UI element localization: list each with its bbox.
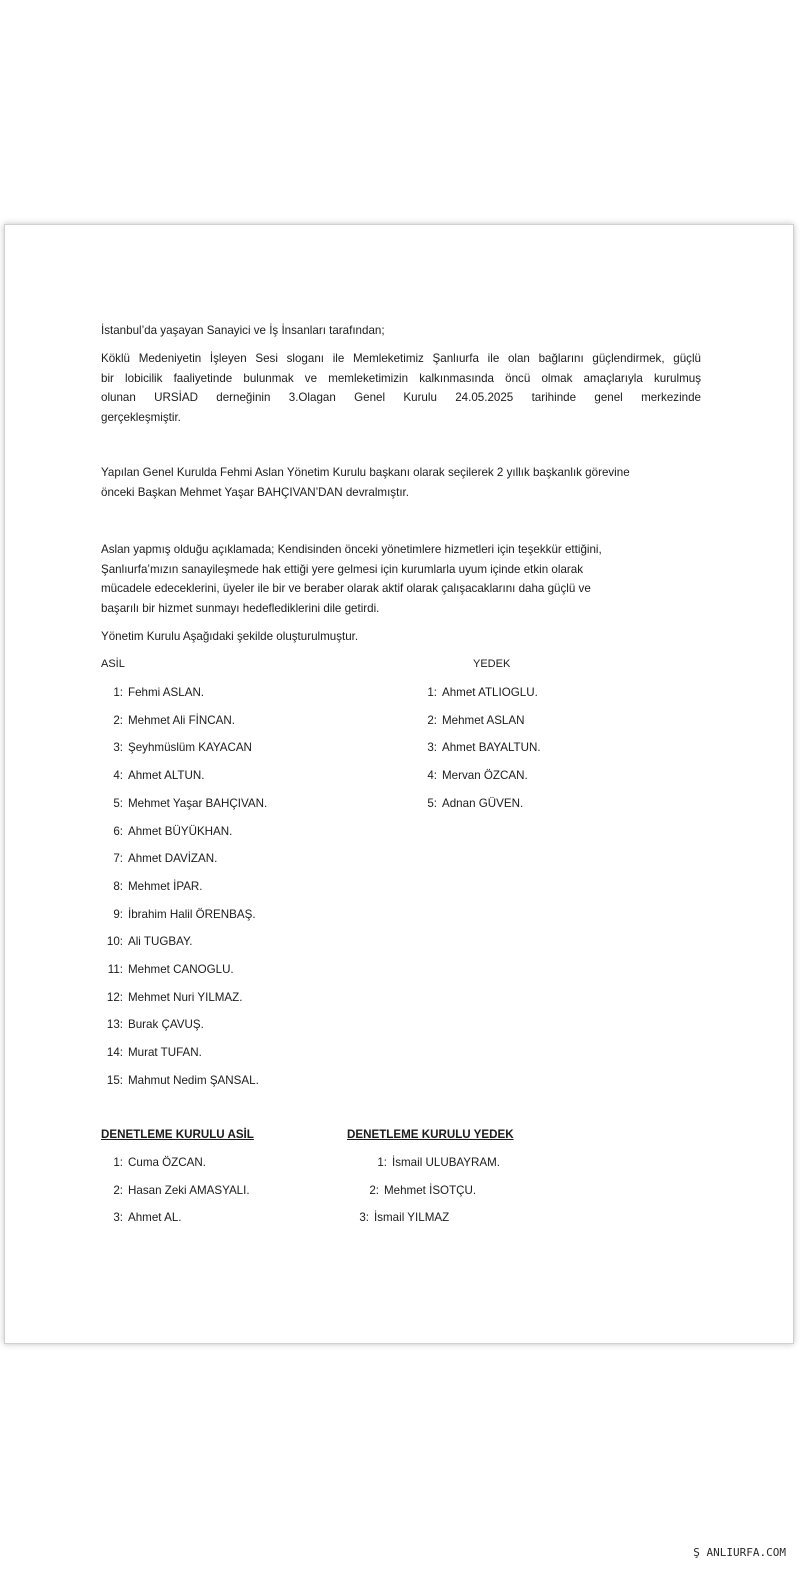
member-name: Mehmet Yaşar BAHÇIVAN. [128,796,268,810]
member-name: Mehmet Ali FİNCAN. [128,713,235,727]
member-name: Mehmet CANOGLU. [128,963,234,976]
item-number: 1: [377,1156,387,1169]
list-item [101,849,217,869]
list-item [101,738,252,758]
list-item [415,711,524,731]
list-item [347,1208,449,1228]
intro-line: İstanbul’da yaşayan Sanayici ve İş İnsanları tarafından; [101,324,385,337]
member-name: İbrahim Halil ÖRENBAŞ. [128,907,256,921]
list-item [101,1153,206,1173]
list-item [101,877,203,897]
item-number: 12: [106,990,123,1004]
paragraph-3-line: Şanlıurfa’mızın sanayileşmede hak ettiği yere gelmesi için kurumlarla uyum içinde etkin olarak [101,562,584,576]
paragraph-2 [101,463,701,502]
list-item [101,1071,259,1091]
paragraph-1-line: bir lobicilik faaliyetinde bulunmak ve memleketimizin kalkınmasında öncü olmak amaçlarıyla kurulmuş [101,371,701,385]
item-number: 2: [369,1183,379,1197]
list-item [365,1153,500,1173]
item-number: 15: [106,1073,123,1087]
member-name: Ahmet DAVİZAN. [128,852,218,866]
item-number: 6: [113,824,123,838]
board-intro: Yönetim Kurulu Aşağıdaki şekilde oluşturulmuştur. [101,630,359,643]
list-item [101,794,267,814]
list-item [101,711,235,731]
item-number: 2: [113,1183,123,1197]
member-name: Ahmet AL. [128,1211,182,1224]
document-page [4,224,794,1344]
paragraph-1-line: gerçekleşmiştir. [101,410,181,424]
paragraph-2-line: Yapılan Genel Kurulda Fehmi Aslan Yönetim Kurulu başkanı olarak seçilerek 2 yıllık başkanlık görevine [101,466,630,479]
item-number: 5: [427,796,437,810]
item-number: 3: [359,1211,369,1224]
item-number: 8: [113,879,123,893]
list-item [101,1015,204,1035]
member-name: Burak ÇAVUŞ. [128,1018,204,1032]
member-name: Murat TUFAN. [128,1046,202,1060]
member-name: Ahmet BAYALTUN. [442,741,541,755]
paragraph-3-line: Aslan yapmış olduğu açıklamada; Kendisinden önceki yönetimlere hizmetleri için teşekkür ettiğini, [101,543,602,556]
list-item [357,1181,476,1201]
item-number: 14: [106,1046,123,1060]
member-name: Mehmet İPAR. [128,879,203,893]
member-name: İsmail YILMAZ [374,1211,450,1224]
list-item [101,766,204,786]
paragraph-1-line: Köklü Medeniyetin İşleyen Sesi sloganı ile Memleketimiz Şanlıurfa ile olan bağlarını güçlendirmek, güçlü [101,352,701,365]
paragraph-3-line: mücadele edeceklerini, üyeler ile bir ve beraber olarak aktif olarak çalışacaklarını daha güçlü ve [101,582,591,595]
item-number: 2: [427,713,437,727]
list-item [101,960,234,980]
yedek-heading: YEDEK [473,658,511,670]
list-item [101,1181,250,1201]
member-name: Fehmi ASLAN. [128,686,205,699]
item-number: 4: [427,769,437,783]
list-item [415,738,541,758]
list-item [101,988,242,1008]
paragraph-3 [101,540,701,618]
member-name: Mehmet ASLAN [442,713,525,727]
list-item [101,683,204,703]
item-number: 9: [113,907,123,921]
item-number: 7: [113,852,123,866]
member-name: Hasan Zeki AMASYALI. [128,1183,250,1197]
list-item [101,932,192,952]
item-number: 1: [113,686,123,699]
member-name: Mehmet İSOTÇU. [384,1183,477,1197]
item-number: 1: [427,686,437,699]
list-item [101,1043,202,1063]
item-number: 1: [113,1156,123,1169]
member-name: Ahmet ATLIOGLU. [442,686,538,699]
list-item [101,1208,182,1228]
member-name: Ali TUGBAY. [128,935,193,949]
member-name: Adnan GÜVEN. [442,796,524,810]
member-name: Ahmet ALTUN. [128,769,205,783]
list-item [101,822,232,842]
site-watermark: Ş ANLIURFA.COM [693,1546,786,1559]
list-item [415,766,528,786]
paragraph-2-line: önceki Başkan Mehmet Yaşar BAHÇIVAN’DAN devralmıştır. [101,485,409,499]
member-name: Mervan ÖZCAN. [442,769,528,783]
item-number: 4: [113,769,123,783]
item-number: 2: [113,713,123,727]
item-number: 3: [113,1211,123,1224]
member-name: Cuma ÖZCAN. [128,1156,206,1169]
item-number: 13: [106,1018,123,1032]
item-number: 10: [106,935,123,949]
denetleme-asil-heading: DENETLEME KURULU ASİL [101,1128,254,1141]
denetleme-yedek-heading: DENETLEME KURULU YEDEK [347,1128,514,1141]
item-number: 3: [427,741,437,755]
paragraph-1-line: olunan URSİAD derneğinin 3.Olagan Genel Kurulu 24.05.2025 tarihinde genel merkezinde [101,391,701,404]
member-name: Ahmet BÜYÜKHAN. [128,824,233,838]
item-number: 5: [113,796,123,810]
asil-heading: ASİL [101,658,125,670]
list-item [415,794,523,814]
list-item [415,683,538,703]
member-name: İsmail ULUBAYRAM. [392,1156,501,1169]
list-item [101,905,256,925]
paragraph-3-line: başarılı bir hizmet sunmayı hedeflediklerini dile getirdi. [101,601,380,615]
member-name: Şeyhmüslüm KAYACAN [128,741,252,755]
item-number: 3: [113,741,123,755]
member-name: Mehmet Nuri YILMAZ. [128,990,243,1004]
member-name: Mahmut Nedim ŞANSAL. [128,1073,259,1087]
item-number: 11: [107,963,123,976]
paragraph-1 [101,349,701,427]
